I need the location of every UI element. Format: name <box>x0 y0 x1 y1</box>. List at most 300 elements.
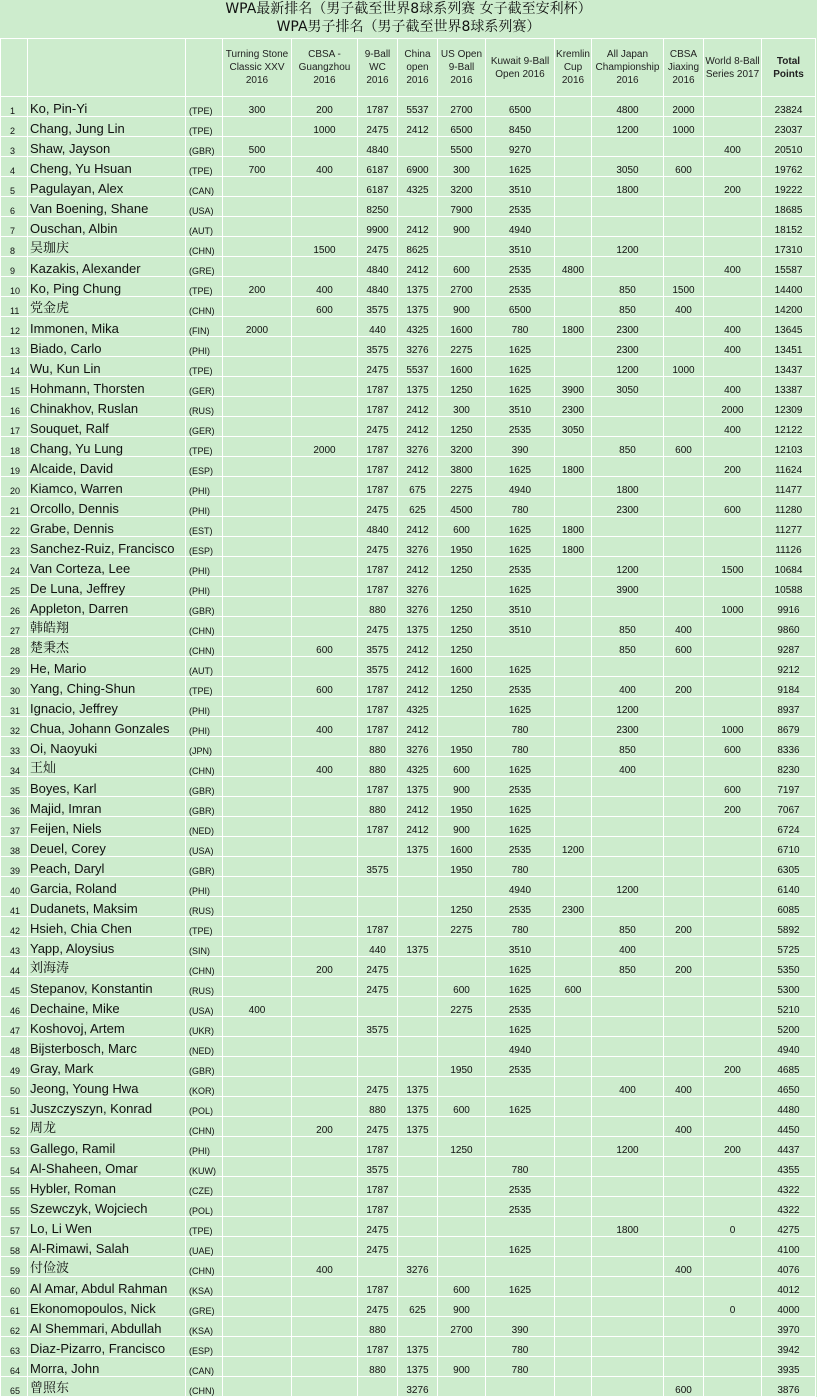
cell-turning-stone: 200 <box>223 277 292 297</box>
cell-kuwait-open: 3510 <box>486 617 555 637</box>
cell-kuwait-open: 3510 <box>486 397 555 417</box>
cell-world-8-ball <box>704 677 762 697</box>
cell-china-open: 625 <box>398 497 438 517</box>
cell-turning-stone <box>223 197 292 217</box>
cell-kremlin-cup <box>555 737 592 757</box>
cell-us-open: 1950 <box>438 737 486 757</box>
cell-player-name: Stepanov, Konstantin <box>28 977 186 997</box>
cell-us-open: 1600 <box>438 357 486 377</box>
cell-us-open: 1250 <box>438 897 486 917</box>
cell-china-open: 1375 <box>398 1117 438 1137</box>
cell-world-8-ball <box>704 437 762 457</box>
cell-player-name: Diaz-Pizarro, Francisco <box>28 1337 186 1357</box>
cell-nine-ball-wc: 1787 <box>358 377 398 397</box>
table-row <box>1 117 816 137</box>
cell-player-name: Morra, John <box>28 1357 186 1377</box>
cell-cbsa-guangzhou: 400 <box>292 717 358 737</box>
cell-country-code: (TPE) <box>186 437 223 457</box>
cell-cbsa-guangzhou: 2000 <box>292 437 358 457</box>
cell-rank: 12 <box>1 317 28 337</box>
cell-total-points: 7197 <box>762 777 816 797</box>
cell-world-8-ball <box>704 1037 762 1057</box>
cell-cbsa-guangzhou <box>292 917 358 937</box>
cell-kuwait-open: 780 <box>486 1157 555 1177</box>
cell-world-8-ball: 1000 <box>704 597 762 617</box>
cell-rank: 29 <box>1 657 28 677</box>
cell-country-code: (CHN) <box>186 637 223 657</box>
cell-china-open: 1375 <box>398 837 438 857</box>
cell-nine-ball-wc <box>358 1377 398 1397</box>
cell-nine-ball-wc: 1787 <box>358 437 398 457</box>
cell-all-japan: 850 <box>592 957 664 977</box>
cell-total-points: 5892 <box>762 917 816 937</box>
cell-turning-stone <box>223 237 292 257</box>
cell-turning-stone <box>223 1237 292 1257</box>
cell-total-points: 13437 <box>762 357 816 377</box>
cell-world-8-ball <box>704 957 762 977</box>
cell-us-open: 2700 <box>438 97 486 117</box>
cell-china-open: 5537 <box>398 97 438 117</box>
cell-turning-stone <box>223 437 292 457</box>
cell-total-points: 5200 <box>762 1017 816 1037</box>
cell-player-name: Gallego, Ramil <box>28 1137 186 1157</box>
cell-nine-ball-wc: 2475 <box>358 1297 398 1317</box>
cell-world-8-ball <box>704 757 762 777</box>
cell-country-code: (GER) <box>186 417 223 437</box>
cell-rank: 32 <box>1 717 28 737</box>
cell-us-open <box>438 1377 486 1397</box>
cell-nine-ball-wc: 2475 <box>358 497 398 517</box>
column-header-us-open: US Open 9-Ball 2016 <box>438 39 486 97</box>
cell-world-8-ball <box>704 1257 762 1277</box>
cell-cbsa-jiaxing: 600 <box>664 437 704 457</box>
cell-nine-ball-wc: 2475 <box>358 117 398 137</box>
cell-cbsa-jiaxing <box>664 817 704 837</box>
cell-rank: 50 <box>1 1077 28 1097</box>
cell-total-points: 5725 <box>762 937 816 957</box>
cell-kremlin-cup <box>555 1077 592 1097</box>
cell-nine-ball-wc: 880 <box>358 1097 398 1117</box>
cell-kuwait-open: 1625 <box>486 797 555 817</box>
cell-total-points: 6140 <box>762 877 816 897</box>
cell-total-points: 4012 <box>762 1277 816 1297</box>
cell-all-japan: 3050 <box>592 157 664 177</box>
table-row <box>1 157 816 177</box>
cell-turning-stone <box>223 777 292 797</box>
cell-cbsa-guangzhou <box>292 1137 358 1157</box>
cell-turning-stone <box>223 657 292 677</box>
cell-nine-ball-wc: 1787 <box>358 97 398 117</box>
cell-cbsa-guangzhou <box>292 417 358 437</box>
cell-china-open: 6900 <box>398 157 438 177</box>
cell-kuwait-open: 780 <box>486 737 555 757</box>
cell-world-8-ball <box>704 997 762 1017</box>
cell-total-points: 6710 <box>762 837 816 857</box>
cell-turning-stone: 300 <box>223 97 292 117</box>
cell-nine-ball-wc: 440 <box>358 937 398 957</box>
table-row <box>1 1317 816 1337</box>
cell-turning-stone <box>223 917 292 937</box>
cell-china-open: 2412 <box>398 457 438 477</box>
table-row <box>1 297 816 317</box>
cell-country-code: (RUS) <box>186 977 223 997</box>
cell-country-code: (RUS) <box>186 897 223 917</box>
cell-china-open <box>398 1317 438 1337</box>
cell-china-open <box>398 957 438 977</box>
cell-kremlin-cup <box>555 697 592 717</box>
cell-us-open: 900 <box>438 817 486 837</box>
cell-cbsa-guangzhou <box>292 457 358 477</box>
cell-country-code: (USA) <box>186 997 223 1017</box>
cell-all-japan: 3050 <box>592 377 664 397</box>
cell-rank: 51 <box>1 1097 28 1117</box>
cell-player-name: Appleton, Darren <box>28 597 186 617</box>
table-row <box>1 337 816 357</box>
cell-cbsa-jiaxing <box>664 1157 704 1177</box>
cell-country-code: (PHI) <box>186 717 223 737</box>
cell-china-open: 1375 <box>398 617 438 637</box>
table-row <box>1 717 816 737</box>
cell-us-open: 6500 <box>438 117 486 137</box>
cell-world-8-ball <box>704 297 762 317</box>
cell-cbsa-guangzhou <box>292 177 358 197</box>
table-row <box>1 937 816 957</box>
cell-world-8-ball <box>704 657 762 677</box>
cell-world-8-ball: 600 <box>704 737 762 757</box>
cell-kuwait-open: 2535 <box>486 277 555 297</box>
cell-nine-ball-wc: 1787 <box>358 1137 398 1157</box>
cell-cbsa-jiaxing <box>664 377 704 397</box>
cell-all-japan: 850 <box>592 737 664 757</box>
page-subtitle: WPA男子排名（男子截至世界8球系列赛） <box>276 19 541 35</box>
cell-china-open: 1375 <box>398 377 438 397</box>
cell-cbsa-guangzhou <box>292 737 358 757</box>
cell-kremlin-cup <box>555 857 592 877</box>
table-row <box>1 897 816 917</box>
cell-kremlin-cup <box>555 197 592 217</box>
cell-kuwait-open: 3510 <box>486 597 555 617</box>
cell-rank: 14 <box>1 357 28 377</box>
cell-all-japan <box>592 257 664 277</box>
cell-turning-stone <box>223 1117 292 1137</box>
cell-nine-ball-wc: 1787 <box>358 1337 398 1357</box>
cell-total-points: 8230 <box>762 757 816 777</box>
cell-country-code: (CHN) <box>186 957 223 977</box>
cell-all-japan <box>592 817 664 837</box>
table-row <box>1 657 816 677</box>
cell-turning-stone <box>223 477 292 497</box>
cell-kremlin-cup <box>555 617 592 637</box>
cell-cbsa-guangzhou <box>292 617 358 637</box>
cell-world-8-ball: 400 <box>704 137 762 157</box>
cell-turning-stone <box>223 1377 292 1397</box>
cell-china-open: 2412 <box>398 637 438 657</box>
cell-total-points: 8336 <box>762 737 816 757</box>
cell-china-open <box>398 997 438 1017</box>
cell-turning-stone <box>223 717 292 737</box>
cell-total-points: 17310 <box>762 237 816 257</box>
cell-all-japan: 400 <box>592 1077 664 1097</box>
cell-nine-ball-wc: 880 <box>358 1317 398 1337</box>
cell-all-japan: 1200 <box>592 357 664 377</box>
cell-china-open: 4325 <box>398 317 438 337</box>
cell-cbsa-guangzhou: 1000 <box>292 117 358 137</box>
cell-nine-ball-wc: 1787 <box>358 777 398 797</box>
cell-china-open: 8625 <box>398 237 438 257</box>
cell-us-open: 2275 <box>438 917 486 937</box>
cell-rank: 18 <box>1 437 28 457</box>
cell-rank: 40 <box>1 877 28 897</box>
cell-cbsa-jiaxing: 1500 <box>664 277 704 297</box>
cell-world-8-ball <box>704 1177 762 1197</box>
cell-cbsa-guangzhou <box>292 557 358 577</box>
cell-kuwait-open <box>486 1257 555 1277</box>
cell-turning-stone <box>223 397 292 417</box>
cell-world-8-ball: 1500 <box>704 557 762 577</box>
cell-player-name: Hsieh, Chia Chen <box>28 917 186 937</box>
cell-us-open <box>438 1217 486 1237</box>
table-row <box>1 437 816 457</box>
cell-total-points: 4000 <box>762 1297 816 1317</box>
cell-country-code: (RUS) <box>186 397 223 417</box>
cell-player-name: Ko, Pin-Yi <box>28 97 186 117</box>
cell-rank: 30 <box>1 677 28 697</box>
cell-all-japan: 3900 <box>592 577 664 597</box>
cell-world-8-ball <box>704 517 762 537</box>
cell-country-code: (ESP) <box>186 457 223 477</box>
cell-cbsa-jiaxing <box>664 1057 704 1077</box>
cell-kremlin-cup <box>555 1197 592 1217</box>
cell-kremlin-cup <box>555 1017 592 1037</box>
cell-player-name: Cheng, Yu Hsuan <box>28 157 186 177</box>
cell-nine-ball-wc: 1787 <box>358 457 398 477</box>
cell-china-open <box>398 137 438 157</box>
cell-world-8-ball <box>704 217 762 237</box>
cell-us-open <box>438 577 486 597</box>
cell-kuwait-open <box>486 637 555 657</box>
cell-cbsa-jiaxing <box>664 977 704 997</box>
cell-world-8-ball: 200 <box>704 797 762 817</box>
cell-player-name: Ignacio, Jeffrey <box>28 697 186 717</box>
cell-china-open: 1375 <box>398 777 438 797</box>
cell-us-open <box>438 1017 486 1037</box>
cell-total-points: 13645 <box>762 317 816 337</box>
cell-nine-ball-wc: 4840 <box>358 137 398 157</box>
column-header-cbsa-guangzhou: CBSA - Guangzhou 2016 <box>292 39 358 97</box>
cell-cbsa-guangzhou <box>292 997 358 1017</box>
cell-kremlin-cup <box>555 1157 592 1177</box>
cell-world-8-ball <box>704 537 762 557</box>
cell-cbsa-jiaxing: 400 <box>664 1257 704 1277</box>
cell-world-8-ball <box>704 817 762 837</box>
cell-us-open <box>438 697 486 717</box>
cell-rank: 43 <box>1 937 28 957</box>
cell-total-points: 7067 <box>762 797 816 817</box>
cell-rank: 33 <box>1 737 28 757</box>
cell-cbsa-jiaxing: 400 <box>664 297 704 317</box>
cell-kremlin-cup <box>555 1337 592 1357</box>
cell-kuwait-open: 1625 <box>486 1237 555 1257</box>
table-row <box>1 1297 816 1317</box>
cell-total-points: 4322 <box>762 1177 816 1197</box>
cell-all-japan: 1200 <box>592 697 664 717</box>
cell-rank: 8 <box>1 237 28 257</box>
cell-all-japan: 2300 <box>592 317 664 337</box>
cell-rank: 38 <box>1 837 28 857</box>
cell-all-japan <box>592 857 664 877</box>
cell-kremlin-cup: 1800 <box>555 317 592 337</box>
cell-kuwait-open: 1625 <box>486 337 555 357</box>
cell-player-name: Al Shemmari, Abdullah <box>28 1317 186 1337</box>
cell-player-name: Ouschan, Albin <box>28 217 186 237</box>
cell-rank: 41 <box>1 897 28 917</box>
table-row <box>1 637 816 657</box>
cell-rank: 58 <box>1 1237 28 1257</box>
cell-cbsa-jiaxing <box>664 1177 704 1197</box>
cell-all-japan <box>592 397 664 417</box>
cell-total-points: 13387 <box>762 377 816 397</box>
cell-country-code: (AUT) <box>186 217 223 237</box>
cell-nine-ball-wc <box>358 1057 398 1077</box>
cell-us-open: 1250 <box>438 637 486 657</box>
cell-kuwait-open: 3510 <box>486 237 555 257</box>
cell-nine-ball-wc: 1787 <box>358 917 398 937</box>
cell-world-8-ball <box>704 1337 762 1357</box>
cell-turning-stone <box>223 977 292 997</box>
cell-rank: 31 <box>1 697 28 717</box>
cell-us-open <box>438 1077 486 1097</box>
cell-country-code: (FIN) <box>186 317 223 337</box>
cell-world-8-ball <box>704 977 762 997</box>
cell-player-name: Boyes, Karl <box>28 777 186 797</box>
cell-world-8-ball <box>704 237 762 257</box>
cell-rank: 57 <box>1 1217 28 1237</box>
cell-china-open: 2412 <box>398 557 438 577</box>
table-row <box>1 1217 816 1237</box>
cell-world-8-ball <box>704 1197 762 1217</box>
cell-us-open: 3200 <box>438 177 486 197</box>
cell-nine-ball-wc: 3575 <box>358 857 398 877</box>
cell-rank: 55 <box>1 1197 28 1217</box>
column-header-china-open: China open 2016 <box>398 39 438 97</box>
cell-china-open: 3276 <box>398 737 438 757</box>
cell-cbsa-jiaxing <box>664 857 704 877</box>
cell-nine-ball-wc: 1787 <box>358 717 398 737</box>
cell-player-name: Ko, Ping Chung <box>28 277 186 297</box>
table-row <box>1 417 816 437</box>
cell-player-name: Van Corteza, Lee <box>28 557 186 577</box>
cell-world-8-ball: 1000 <box>704 717 762 737</box>
cell-kuwait-open: 1625 <box>486 157 555 177</box>
cell-us-open: 1600 <box>438 317 486 337</box>
cell-kremlin-cup: 4800 <box>555 257 592 277</box>
cell-all-japan <box>592 597 664 617</box>
cell-kremlin-cup <box>555 1257 592 1277</box>
cell-china-open: 3276 <box>398 537 438 557</box>
cell-cbsa-guangzhou <box>292 197 358 217</box>
cell-rank: 64 <box>1 1357 28 1377</box>
cell-cbsa-jiaxing: 200 <box>664 957 704 977</box>
cell-cbsa-guangzhou <box>292 1197 358 1217</box>
cell-country-code: (CHN) <box>186 1377 223 1397</box>
cell-all-japan: 1200 <box>592 117 664 137</box>
cell-country-code: (CHN) <box>186 1257 223 1277</box>
cell-turning-stone <box>223 417 292 437</box>
cell-player-name: Wu, Kun Lin <box>28 357 186 377</box>
cell-kuwait-open: 2535 <box>486 417 555 437</box>
cell-country-code: (POL) <box>186 1197 223 1217</box>
cell-us-open: 1250 <box>438 617 486 637</box>
cell-kremlin-cup <box>555 1037 592 1057</box>
cell-nine-ball-wc: 880 <box>358 757 398 777</box>
cell-country-code: (TPE) <box>186 157 223 177</box>
table-row <box>1 1057 816 1077</box>
table-row <box>1 497 816 517</box>
cell-rank: 44 <box>1 957 28 977</box>
cell-world-8-ball <box>704 157 762 177</box>
cell-china-open: 1375 <box>398 297 438 317</box>
cell-all-japan <box>592 1337 664 1357</box>
cell-total-points: 9212 <box>762 657 816 677</box>
cell-turning-stone <box>223 957 292 977</box>
cell-kuwait-open: 4940 <box>486 217 555 237</box>
table-row <box>1 517 816 537</box>
cell-turning-stone <box>223 357 292 377</box>
cell-total-points: 23037 <box>762 117 816 137</box>
cell-cbsa-jiaxing <box>664 1137 704 1157</box>
table-row <box>1 1277 816 1297</box>
table-row <box>1 1257 816 1277</box>
cell-rank: 4 <box>1 157 28 177</box>
cell-turning-stone <box>223 1037 292 1057</box>
cell-rank: 62 <box>1 1317 28 1337</box>
cell-world-8-ball <box>704 1077 762 1097</box>
cell-kuwait-open: 2535 <box>486 197 555 217</box>
cell-turning-stone <box>223 1157 292 1177</box>
cell-kremlin-cup <box>555 1377 592 1397</box>
table-row <box>1 137 816 157</box>
cell-player-name: Orcollo, Dennis <box>28 497 186 517</box>
cell-kremlin-cup <box>555 497 592 517</box>
cell-us-open: 3200 <box>438 437 486 457</box>
cell-country-code: (TPE) <box>186 677 223 697</box>
cell-kuwait-open: 2535 <box>486 1057 555 1077</box>
cell-all-japan <box>592 217 664 237</box>
cell-kremlin-cup: 3050 <box>555 417 592 437</box>
cell-cbsa-guangzhou <box>292 137 358 157</box>
cell-china-open <box>398 977 438 997</box>
cell-world-8-ball <box>704 1237 762 1257</box>
cell-us-open: 300 <box>438 157 486 177</box>
cell-player-name: Deuel, Corey <box>28 837 186 857</box>
cell-cbsa-guangzhou <box>292 1177 358 1197</box>
cell-nine-ball-wc <box>358 837 398 857</box>
cell-kuwait-open: 2535 <box>486 897 555 917</box>
cell-turning-stone <box>223 517 292 537</box>
cell-cbsa-guangzhou <box>292 397 358 417</box>
cell-world-8-ball <box>704 897 762 917</box>
cell-kremlin-cup <box>555 1297 592 1317</box>
cell-player-name: Peach, Daryl <box>28 857 186 877</box>
cell-cbsa-jiaxing <box>664 797 704 817</box>
cell-cbsa-guangzhou: 400 <box>292 157 358 177</box>
cell-world-8-ball <box>704 1157 762 1177</box>
cell-all-japan <box>592 1177 664 1197</box>
table-row <box>1 857 816 877</box>
cell-kremlin-cup <box>555 237 592 257</box>
cell-kremlin-cup: 1800 <box>555 517 592 537</box>
cell-cbsa-jiaxing <box>664 697 704 717</box>
